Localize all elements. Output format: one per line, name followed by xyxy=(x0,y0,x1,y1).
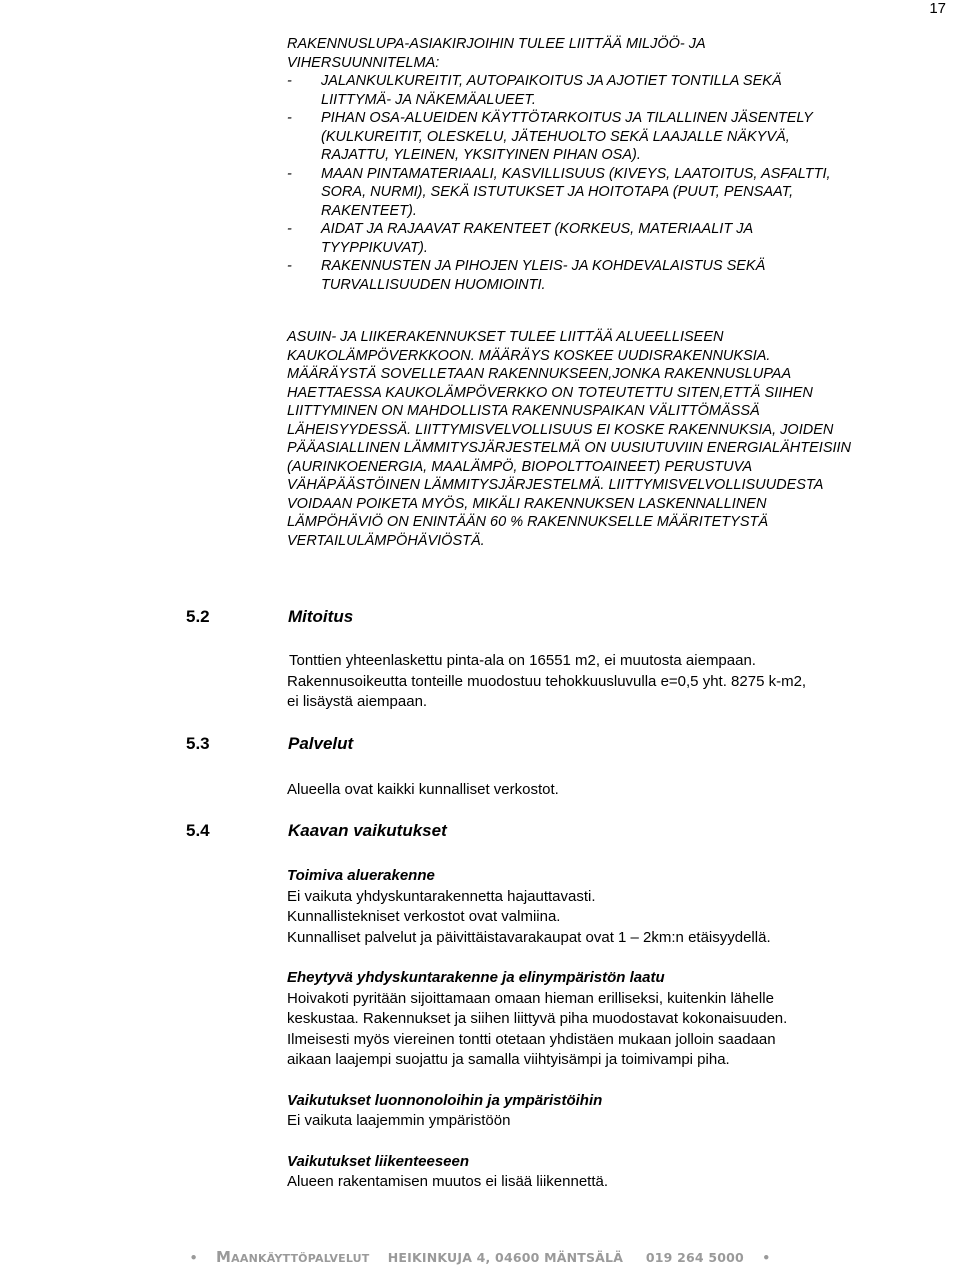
subheading: Toimiva aluerakenne xyxy=(287,867,435,884)
subheading: Vaikutukset luonnonoloihin ja ympäristöihin xyxy=(287,1091,603,1109)
list-item: - JALANKULKUREITIT, AUTOPAIKOITUS JA AJOTIET TONTILLA SEKÄ LIITTYMÄ- JA NÄKEMÄALUEET. xyxy=(287,73,782,108)
subheading: Eheytyvä yhdyskuntarakenne ja elinympäristön laatu xyxy=(287,969,665,986)
impact-group: Vaikutukset liikenteeseen Alueen rakentamisen muutos ei lisää liikennettä. xyxy=(287,1152,927,1193)
subheading: Vaikutukset liikenteeseen xyxy=(287,1152,470,1170)
section-number-5-3: 5.3 xyxy=(186,734,210,753)
footer-bullet-right: • xyxy=(762,1250,771,1265)
list-item: - MAAN PINTAMATERIAALI, KASVILLISUUS (KIVEYS, LAATOITUS, ASFALTTI, SORA, NURMI), SEKÄ ISTUTUKSET JA HOITOTAPA (PUUT, PENSAAT, RAKENTEET). xyxy=(287,165,831,219)
district-heating-paragraph: ASUIN- JA LIIKERAKENNUKSET TULEE LIITTÄÄ ALUEELLISEEN KAUKOLÄMPÖVERKKOON. MÄÄRÄYS KOSKEE UUDISRAKENNUKSIA. MÄÄRÄYSTÄ SOVELLETAAN RAKENNUKSEEN,JONKA RAKENNUSLUPAA HAETTAESSA KAUKOLÄMPÖVERKKO ON TOTEUTETTU SITEN,ETTÄ SIIHEN LIITTYMINEN ON MAHDOLLISTA RAKENNUSPAIKAN VÄLITTÖMÄSSÄ LÄHEISYYDESSÄ. LIITTYMISVELVOLLISUUS EI KOSKE RAKENNUKSIA, JOIDEN PÄÄASIALLINEN LÄMMITYSJÄRJESTELMÄ ON UUSIUTUVIIN ENERGIALÄHTEISIIN (AURINKOENERGIA, MAALÄMPÖ, BIOPOLTTOAINEET) PERUSTUVA VÄHÄPÄÄSTÖINEN LÄMMITYSJÄRJESTELMÄ. LIITTYMISVELVOLLISUUDESTA VOIDAAN POIKETA MYÖS, MIKÄLI RAKENNUKSEN LASKENNALLINEN LÄMPÖHÄVIÖ ON ENINTÄÄN 60 % RAKENNUKSELLE MÄÄRITETYSTÄ VERTAILULÄMPÖHÄVIÖSTÄ. xyxy=(287,329,852,549)
palvelut-text: Alueella ovat kaikki kunnalliset verkostot. xyxy=(287,781,559,798)
list-item: - RAKENNUSTEN JA PIHOJEN YLEIS- JA KOHDEVALAISTUS SEKÄ TURVALLISUUDEN HUOMIOINTI. xyxy=(287,258,766,293)
footer-phone: 019 264 5000 xyxy=(645,1250,744,1265)
section-number-5-4: 5.4 xyxy=(186,821,210,840)
section-title-mitoitus: Mitoitus xyxy=(288,607,354,626)
page-footer xyxy=(0,1248,960,1266)
page-number: 17 xyxy=(929,0,946,17)
section-title-palvelut: Palvelut xyxy=(288,734,354,753)
list-item: - AIDAT JA RAJAAVAT RAKENTEET (KORKEUS, MATERIAALIT JA TYYPPIKUVAT). xyxy=(287,221,754,256)
list-item: - PIHAN OSA-ALUEIDEN KÄYTTÖTARKOITUS JA TILALLINEN JÄSENTELY (KULKUREITIT, OLESKELU, JÄTEHUOLTO SEKÄ LAAJALLE NÄKYVÄ, RAJATTU, YLEINEN, YKSITYINEN PIHAN OSA). xyxy=(287,110,813,163)
footer-address: HEIKINKUJA 4, 04600 MÄNTSÄLÄ xyxy=(387,1250,624,1265)
section-title-kaavan-vaikutukset: Kaavan vaikutukset xyxy=(288,821,447,840)
miljoo-requirements xyxy=(287,35,927,294)
mitoitus-text: Tonttien yhteenlaskettu pinta-ala on 16551 m2, ei muutosta aiempaan. Rakennusoikeutta tonteille muodostuu tehokkuusluvulla e=0,5 yht. 8275 k-m2, ei lisäystä aiempaan. xyxy=(287,652,807,710)
kaavan-vaikutukset-content xyxy=(287,866,927,1193)
impact-group: Eheytyvä yhdyskuntarakenne ja elinympäristön laatu Hoivakoti pyritään sijoittamaan omaan hieman erilliseksi, kuitenkin lähelle keskustaa. Rakennukset ja siihen liittyvä piha muodostavat kokonaisuuden. Ilmeisesti myös viereinen tontti otetaan yhdistäen mukaan jolloin saadaan aikaan laajempi suojattu ja samalla viihtyisämpi ja toimivampi piha. xyxy=(287,968,927,1071)
footer-bullet-left: • xyxy=(189,1250,198,1265)
impact-group: Toimiva aluerakenne Ei vaikuta yhdyskuntarakennetta hajauttavasti. Kunnallistekniset verkostot ovat valmiina. Kunnalliset palvelut ja päivittäistavarakaupat ovat 1 – 2km:n etäisyydellä. xyxy=(287,866,927,948)
footer-company: Maankäyttöpalvelut xyxy=(216,1248,370,1266)
section-number-5-2: 5.2 xyxy=(186,607,210,626)
impact-group: Vaikutukset luonnonoloihin ja ympäristöihin Ei vaikuta laajemmin ympäristöön xyxy=(287,1091,927,1132)
requirements-heading: RAKENNUSLUPA-ASIAKIRJOIHIN TULEE LIITTÄÄ MILJÖÖ- JA VIHERSUUNNITELMA: xyxy=(287,36,706,71)
